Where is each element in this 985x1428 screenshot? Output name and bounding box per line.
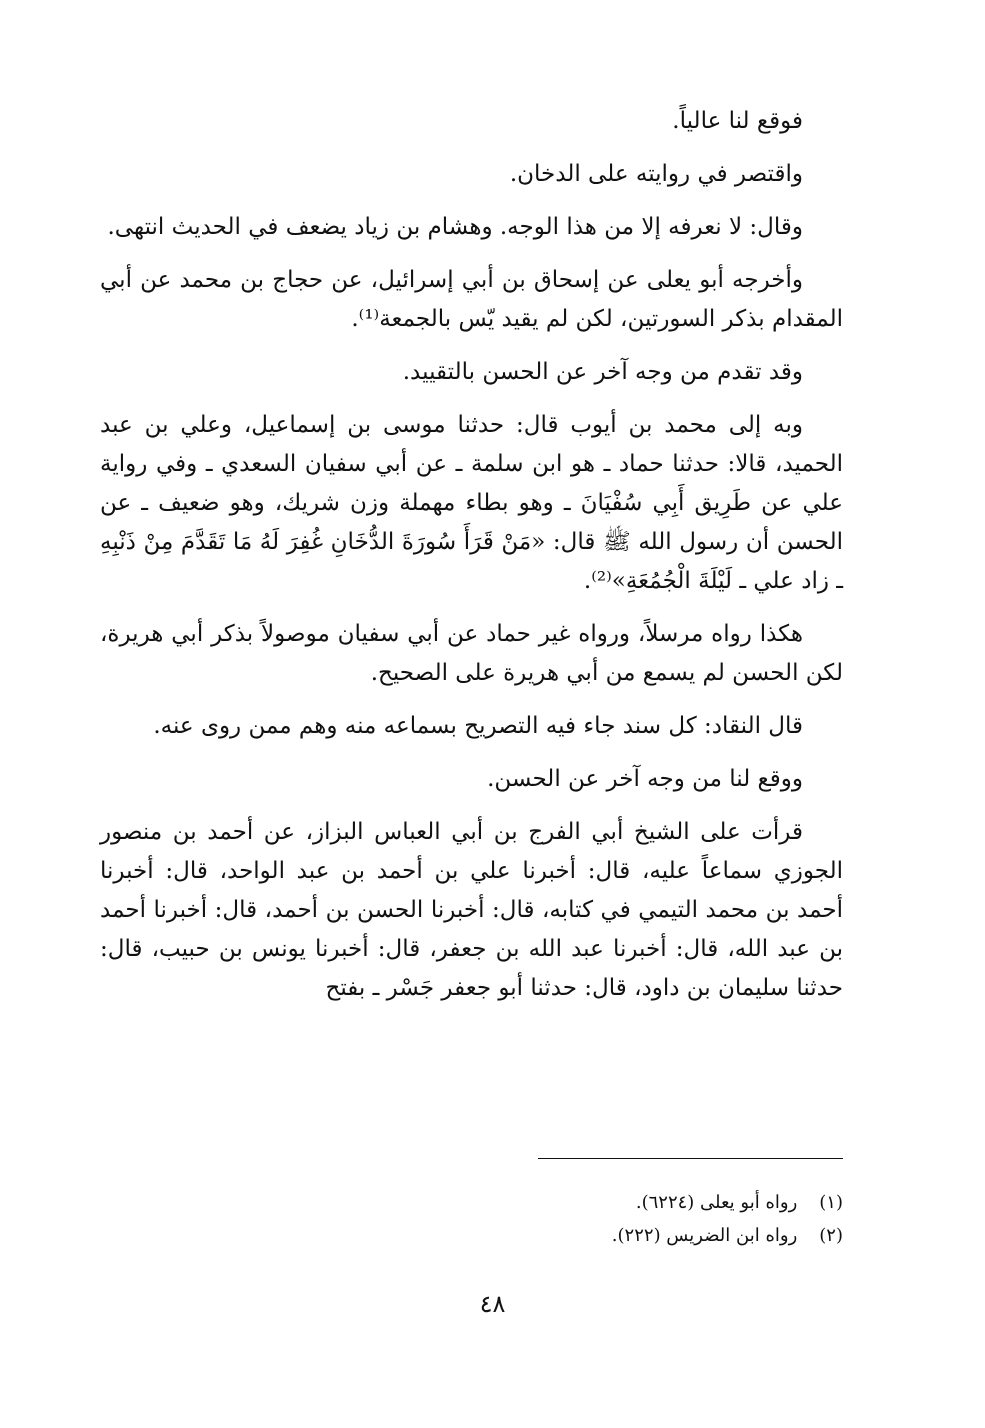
page-number: ٤٨ — [479, 1290, 506, 1318]
footnote-number: (١) — [819, 1192, 843, 1213]
footnote-divider — [538, 1158, 843, 1159]
paragraph-4: وأخرجه أبو يعلى عن إسحاق بن أبي إسرائيل، عن حجاج بن محمد عن أبي المقدام بذكر السورتين، لكن لم يقيد يّس بالجمعة⁽¹⁾. — [100, 267, 843, 332]
footnote-text: رواه أبو يعلى (٦٢٢٤). — [635, 1192, 798, 1213]
paragraph-3: وقال: لا نعرفه إلا من هذا الوجه. وهشام بن زياد يضعف في الحديث انتهى. — [107, 214, 803, 240]
paragraph-8: قال النقاد: كل سند جاء فيه التصريح بسماعه منه وهم ممن روى عنه. — [153, 713, 803, 739]
footnote-text: رواه ابن الضريس (٢٢٢). — [611, 1225, 798, 1246]
paragraph-9: ووقع لنا من وجه آخر عن الحسن. — [487, 766, 803, 792]
paragraph-6: وبه إلى محمد بن أيوب قال: حدثنا موسى بن إسماعيل، وعلي بن عبد الحميد، قالا: حدثنا حماد ـ هو ابن سلمة ـ عن أبي سفيان السعدي ـ وفي رواية علي عن طَرِيق أَبِي سُفْيَانَ ـ وهو بطاء مهملة وزن شريك، وهو ضعيف ـ عن الحسن أن رسول الله ﷺ قال: «مَنْ قَرَأَ سُورَةَ الدُّخَانِ غُفِرَ لَهُ مَا تَقَدَّمَ مِنْ ذَنْبِهِ ـ زاد علي ـ لَيْلَةَ الْجُمُعَةِ»⁽²⁾. — [100, 412, 843, 594]
paragraph-5: وقد تقدم من وجه آخر عن الحسن بالتقييد. — [402, 359, 803, 385]
main-text — [100, 102, 843, 1008]
paragraph-2: واقتصر في روايته على الدخان. — [509, 161, 803, 187]
footnote-1 — [100, 1186, 843, 1219]
paragraph-1: فوقع لنا عالياً. — [672, 108, 803, 134]
footnotes — [100, 1186, 843, 1252]
paragraph-10: قرأت على الشيخ أبي الفرج بن أبي العباس البزاز، عن أحمد بن منصور الجوزي سماعاً عليه، قال: أخبرنا علي بن أحمد بن عبد الواحد، قال: أخبرنا أحمد بن محمد التيمي في كتابه، قال: أخبرنا الحسن بن أحمد، قال: أخبرنا أحمد بن عبد الله، قال: أخبرنا عبد الله بن جعفر، قال: أخبرنا يونس بن حبيب، قال: حدثنا سليمان بن داود، قال: حدثنا أبو جعفر جَسْر ـ بفتح — [100, 819, 843, 1001]
paragraph-7: هكذا رواه مرسلاً، ورواه غير حماد عن أبي سفيان موصولاً بذكر أبي هريرة، لكن الحسن لم يسمع من أبي هريرة على الصحيح. — [100, 621, 843, 686]
footnote-2 — [100, 1219, 843, 1252]
footnote-number: (٢) — [819, 1225, 843, 1246]
